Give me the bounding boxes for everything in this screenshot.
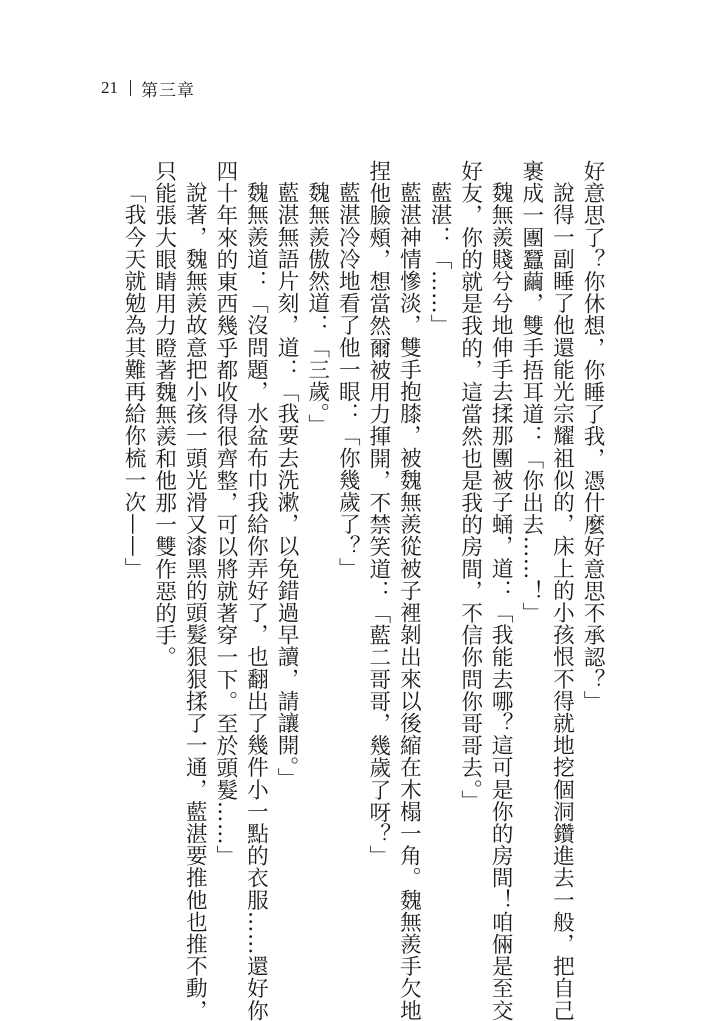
header-divider <box>130 80 131 96</box>
text-column: 魏無羨賤兮兮地伸手去揉那團被子蛹，道：「我能去哪？這可是你的房間！咱倆是至交 <box>488 181 514 1021</box>
text-column: 藍湛：「……」 <box>427 181 453 337</box>
chapter-title: 第三章 <box>141 80 195 101</box>
text-column: 只能張大眼睛用力瞪著魏無羨和他那一雙作惡的手。 <box>151 160 177 669</box>
text-column: 「我今天就勉為其難再給你梳一次——」 <box>121 181 147 580</box>
text-column: 藍湛無語片刻，道：「我要去洗漱，以免錯過早讀，請讓開。」 <box>274 181 300 790</box>
running-header <box>101 76 195 100</box>
text-column: 捏他臉頰，想當然爾被用力揮開，不禁笑道：「藍二哥哥，幾歲了呀？」 <box>365 160 391 868</box>
text-column: 魏無羨道：「沒問題，水盆布巾我給你弄好了，也翻出了幾件小一點的衣服……還好你 <box>243 181 269 1021</box>
text-column: 藍湛冷冷地看了他一眼：「你幾歲了？」 <box>335 181 361 580</box>
vertical-text-body <box>118 160 608 1021</box>
text-column: 好友，你的就是我的，這當然也是我的房間，不信你問你哥哥去。」 <box>457 160 483 813</box>
text-column: 說著，魏無羨故意把小孩一頭光滑又漆黑的頭髮狠狠揉了一通，藍湛要推他也推不動， <box>182 181 208 1021</box>
text-column: 魏無羨傲然道：「三歲。」 <box>304 181 330 436</box>
page-number: 21 <box>101 78 118 97</box>
text-column: 說得一副睡了他還能光宗耀祖似的，床上的小孩恨不得就地挖個洞鑽進去一般，把自己 <box>549 181 575 1021</box>
text-column: 藍湛神情慘淡，雙手抱膝，被魏無羨從被子裡剝出來以後縮在木榻一角。魏無羨手欠地 <box>396 181 422 1021</box>
text-column: 好意思了？你休想，你睡了我，憑什麼好意思不承認？」 <box>580 160 605 713</box>
text-column: 裹成一團蠶繭，雙手捂耳道：「你出去……！」 <box>518 160 544 625</box>
text-column: 四十年來的東西幾乎都收得很齊整，可以將就著穿一下。至於頭髮……」 <box>212 160 238 868</box>
